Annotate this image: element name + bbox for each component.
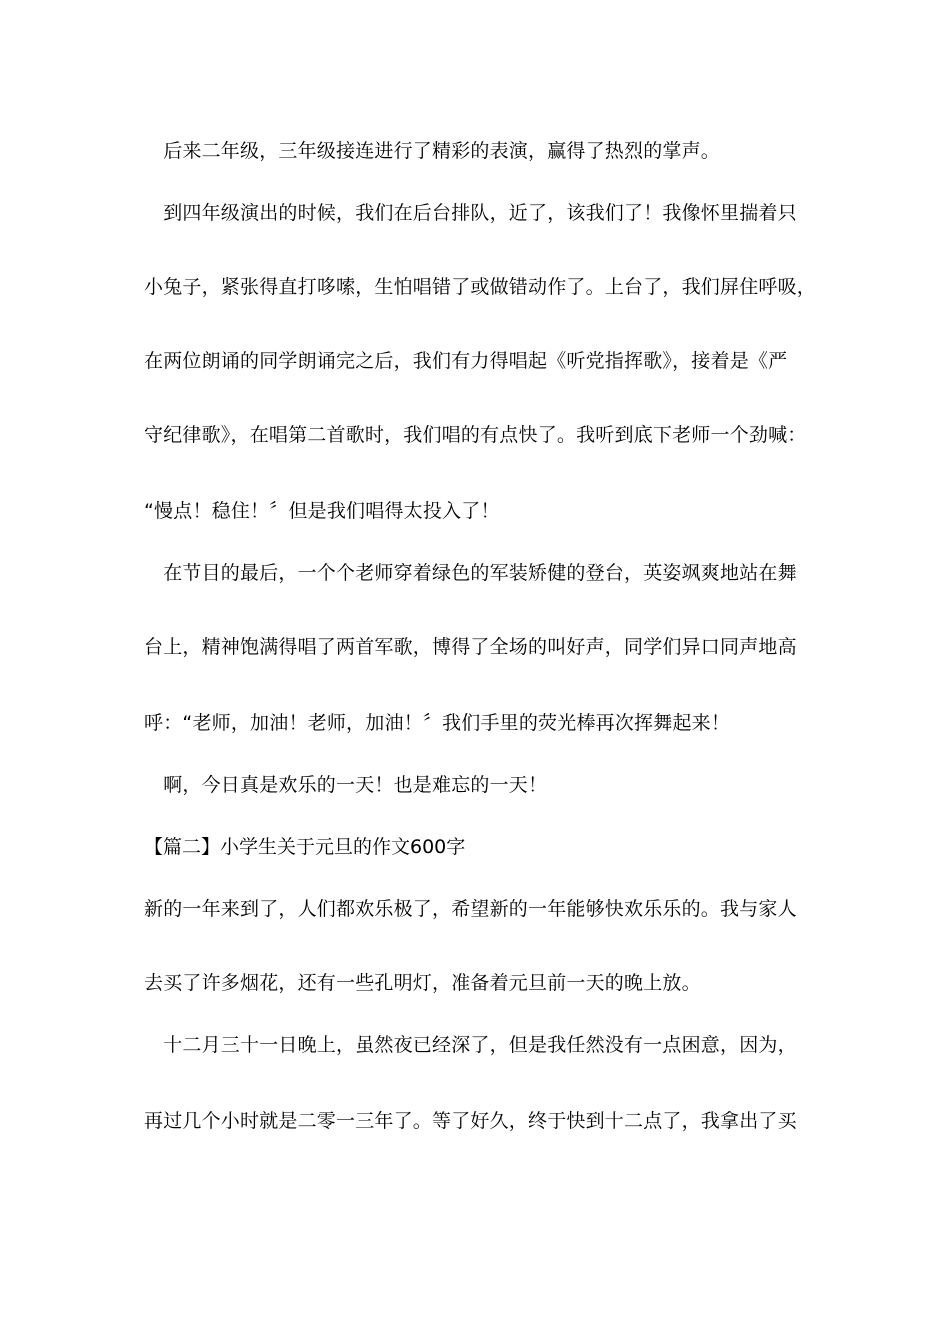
paragraph-line-9: 呼：“老师，加油！老师，加油！〞我们手里的荧光棒再次挥舞起来！ [144,712,731,734]
paragraph-line-7: 在节目的最后，一个个老师穿着绿色的军装矫健的登台，英姿飒爽地站在舞 [144,562,797,584]
paragraph-line-1: 后来二年级，三年级接连进行了精彩的表演，赢得了热烈的掌声。 [144,140,721,162]
paragraph-line-12: 去买了许多烟花，还有一些孔明灯，准备着元旦前一天的晚上放。 [144,972,701,994]
paragraph-line-8: 台上，精神饱满得唱了两首军歌，博得了全场的叫好声，同学们异口同声地高 [144,636,797,658]
paragraph-line-3: 小兔子，紧张得直打哆嗦，生怕唱错了或做错动作了。上台了，我们屏住呼吸， [144,276,817,298]
paragraph-line-4: 在两位朗诵的同学朗诵完之后，我们有力得唱起《听党指挥歌》，接着是《严 [144,350,788,372]
paragraph-line-5: 守纪律歌》，在唱第二首歌时，我们唱的有点快了。我听到底下老师一个劲喊： [144,424,807,446]
section-heading: 【篇二】小学生关于元旦的作文600字 [144,836,466,858]
paragraph-line-6: “慢点！稳住！〞但是我们唱得太投入了！ [144,500,500,522]
paragraph-line-11: 新的一年来到了，人们都欢乐极了，希望新的一年能够快欢乐乐的。我与家人 [144,898,797,920]
paragraph-line-14: 再过几个小时就是二零一三年了。等了好久，终于快到十二点了，我拿出了买 [144,1110,797,1132]
paragraph-line-2: 到四年级演出的时候，我们在后台排队，近了，该我们了！我像怀里揣着只 [144,202,797,224]
paragraph-line-13: 十二月三十一日晚上，虽然夜已经深了，但是我任然没有一点困意，因为， [144,1034,797,1056]
paragraph-line-10: 啊，今日真是欢乐的一天！也是难忘的一天！ [144,774,548,796]
